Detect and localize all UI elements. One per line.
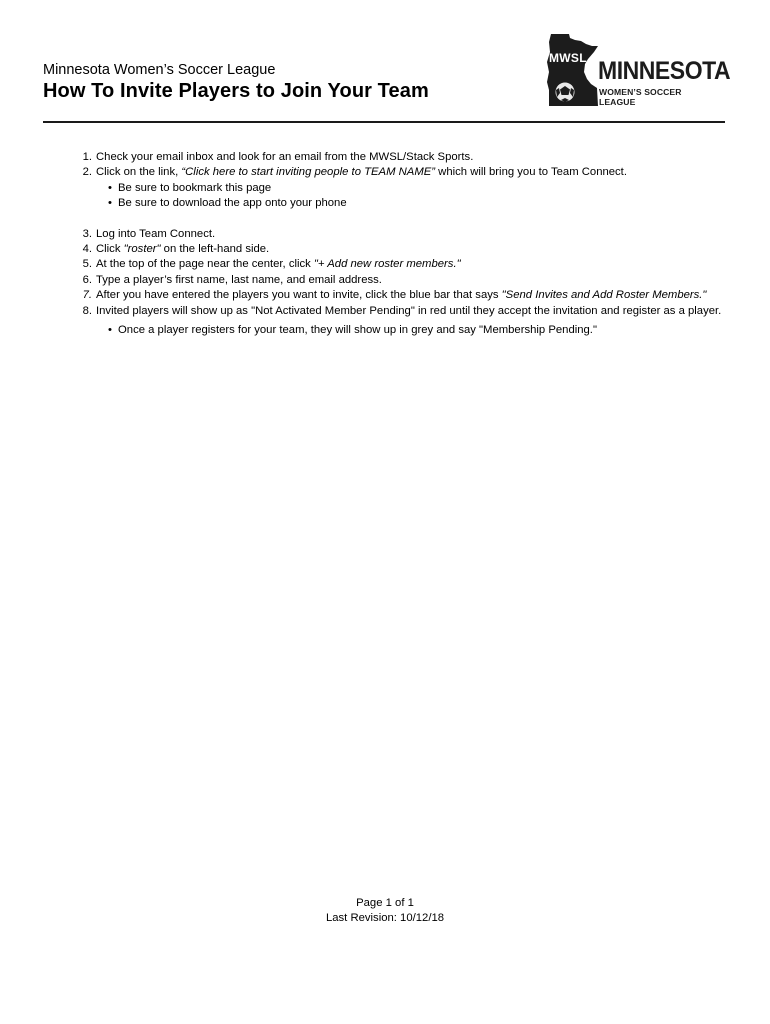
step-4	[72, 242, 732, 257]
step-number: 3.	[82, 227, 92, 240]
step-text: After you have entered the players you want to invite, click the blue bar that says	[96, 289, 502, 302]
bullet-dot: •	[108, 197, 112, 210]
link-name: “Click here to start inviting people to TEAM NAME”	[181, 166, 436, 179]
bullet-text: Be sure to download the app onto your phone	[118, 197, 347, 210]
instructions-list	[72, 150, 732, 338]
sub-bullet	[72, 181, 732, 196]
step-text: At the top of the page near the center, click	[96, 258, 314, 271]
header-rule	[43, 121, 725, 123]
emphasis-text: "roster"	[123, 243, 161, 256]
step-text: Check your email inbox and look for an email from the MWSL/Stack Sports.	[96, 151, 474, 163]
logo-badge-text: MWSL	[549, 51, 587, 65]
step-text: Click	[96, 243, 124, 256]
step-5	[72, 257, 732, 272]
step-7	[72, 288, 732, 303]
step-number: 1.	[82, 151, 92, 163]
sub-bullet	[72, 196, 732, 211]
mwsl-logo	[543, 32, 731, 110]
step-text: Log into Team Connect.	[96, 227, 216, 240]
step-number: 4.	[82, 243, 92, 256]
logo-wordmark: MINNESOTA	[598, 57, 731, 85]
emphasis-text: "Send Invites and Add Roster Members."	[501, 289, 707, 302]
bullet-text: Be sure to bookmark this page	[118, 181, 272, 194]
page-title: How To Invite Players to Join Your Team	[43, 80, 429, 102]
step-6	[72, 273, 732, 288]
page-number: Page 1 of 1	[356, 897, 414, 909]
bullet-dot: •	[108, 181, 112, 194]
spacer	[72, 212, 732, 227]
sub-bullet	[72, 323, 732, 338]
bullet-text: Once a player registers for your team, they will show up in grey and say "Membership Pending."	[118, 324, 597, 337]
step-text: Invited players will show up as "Not Activated Member Pending" in red until they accept the invitation and register as a player.	[96, 304, 722, 317]
step-text: Type a player’s first name, last name, and email address.	[96, 273, 382, 286]
bullet-dot: •	[108, 324, 112, 337]
step-number: 8.	[82, 304, 92, 317]
step-text-end: on the left-hand side.	[160, 243, 270, 256]
logo-subtitle: WOMEN’S SOCCER LEAGUE	[599, 87, 682, 107]
step-1	[72, 150, 732, 165]
emphasis-text: "+ Add new roster members."	[313, 258, 461, 271]
step-8	[72, 304, 732, 319]
step-text-end: which will bring you to Team Connect.	[435, 166, 627, 179]
step-number: 5.	[82, 258, 92, 271]
step-text: Click on the link,	[96, 166, 182, 179]
step-number: 2.	[82, 166, 92, 179]
step-number: 6.	[82, 273, 92, 286]
org-name: Minnesota Women’s Soccer League	[43, 62, 276, 78]
step-number: 7.	[82, 289, 92, 302]
minnesota-state-logo-icon	[543, 32, 601, 108]
step-3	[72, 227, 732, 242]
step-2	[72, 165, 732, 180]
last-revision: Last Revision: 10/12/18	[325, 912, 445, 924]
